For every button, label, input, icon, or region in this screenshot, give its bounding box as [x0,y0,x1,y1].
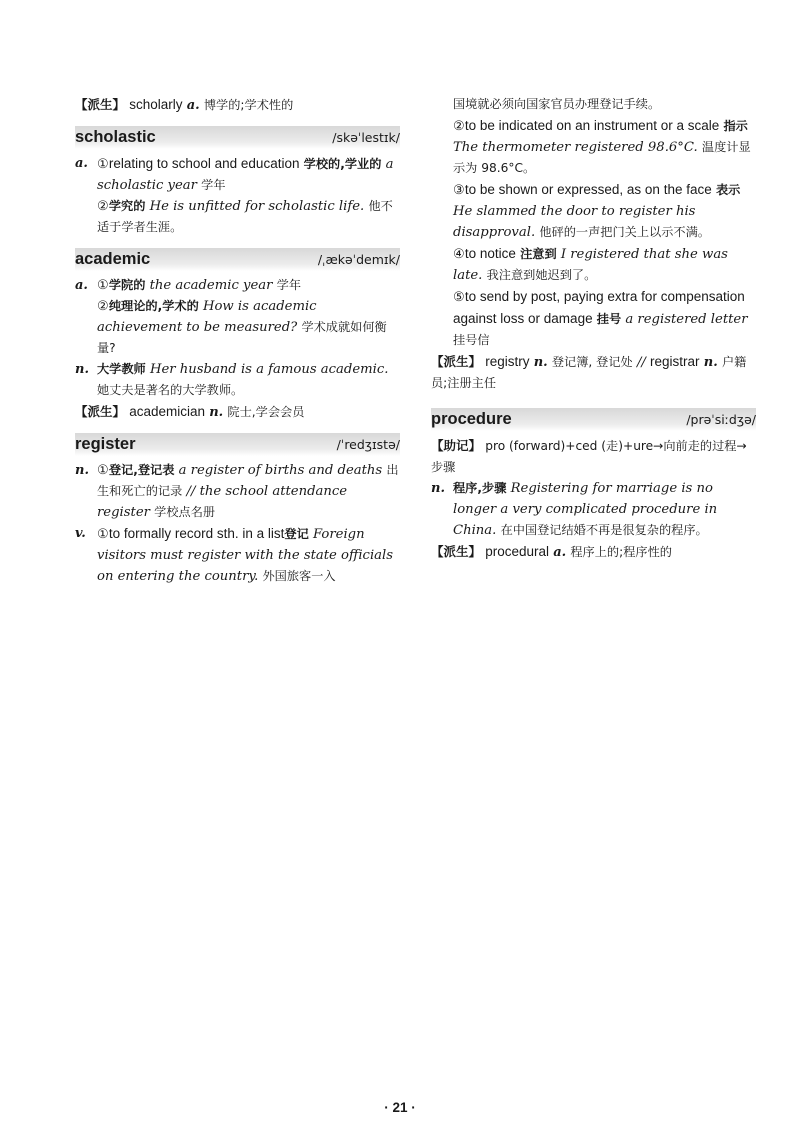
mnemonic: 【助记】 pro (forward)+ced (走)+ure→向前走的过程→步骤 [431,438,747,474]
sense: a. ①relating to school and education 学校的,学业的 a scholastic year 学年 [75,156,394,193]
register-continuation: 国境就必须向国家官员办理登记手续。 [453,97,661,111]
sense: ②学究的 He is unfitted for scholastic life. 他不适于学者生涯。 [97,199,393,234]
ipa-scholastic: /skəˈlestɪk/ [332,130,400,145]
ipa-procedure: /prəˈsiːdʒə/ [686,412,756,427]
page-number: · 21 · [384,1100,416,1115]
headword-academic: academic [75,250,151,268]
sense: ④to notice 注意到 I registered that she was late. 我注意到她迟到了。 [453,246,728,283]
entry-head-procedure [431,408,756,431]
sense: ⑤to send by post, paying extra for compensation against loss or damage 挂号 a registered letter 挂号信 [453,289,748,347]
sense: n. 大学教师 Her husband is a famous academic. 她丈夫是著名的大学教师。 [75,362,389,397]
headword-scholastic: scholastic [75,128,156,146]
sense: a. ①学院的 the academic year 学年 [75,278,302,293]
derivation-procedural: 【派生】 procedural a. 程序上的;程序性的 [431,544,672,560]
entry-head-register [75,433,400,456]
sense: v. ①to formally record sth. in a list登记 Foreign visitors must register with the state officials on entering the country. 外国旅客一入 [75,526,394,584]
entry-head-scholastic [75,126,400,149]
entry-academic [75,275,400,423]
left-column [75,94,400,587]
entry-scholastic [75,153,400,238]
right-column [431,94,756,563]
headword-procedure: procedure [431,410,512,428]
sense: ②to be indicated on an instrument or a scale 指示 The thermometer registered 98.6°C. 温度计显示为 98.6°C。 [453,118,751,175]
entry-head-academic [75,248,400,271]
derivation-scholarly: 【派生】 scholarly a. 博学的;学术性的 [75,97,294,113]
sense: n. 程序,步骤 Registering for marriage is no longer a very complicated procedure in China. 在中国登记结婚不再是很复杂的程序。 [431,481,718,538]
entry-register [75,460,400,587]
ipa-academic: /ˌækəˈdemɪk/ [317,252,400,267]
sense: ②纯理论的,学术的 How is academic achievement to be measured? 学术成就如何衡量? [97,299,387,355]
sense: ③to be shown or expressed, as on the face 表示 He slammed the door to register his disapproval. 他砰的一声把门关上以示不满。 [453,182,741,240]
entry-procedure [431,435,756,563]
headword-register: register [75,435,136,453]
derivation-registry: 【派生】 registry n. 登记簿, 登记处 // registrar n. 户籍员;注册主任 [431,354,747,390]
sense: n. ①登记,登记表 a register of births and deaths 出生和死亡的记录 // the school attendance register 学校点名册 [75,463,399,520]
derivation-academician: 【派生】 academician n. 院士,学会会员 [75,404,305,420]
ipa-register: /ˈredʒɪstə/ [336,437,400,452]
